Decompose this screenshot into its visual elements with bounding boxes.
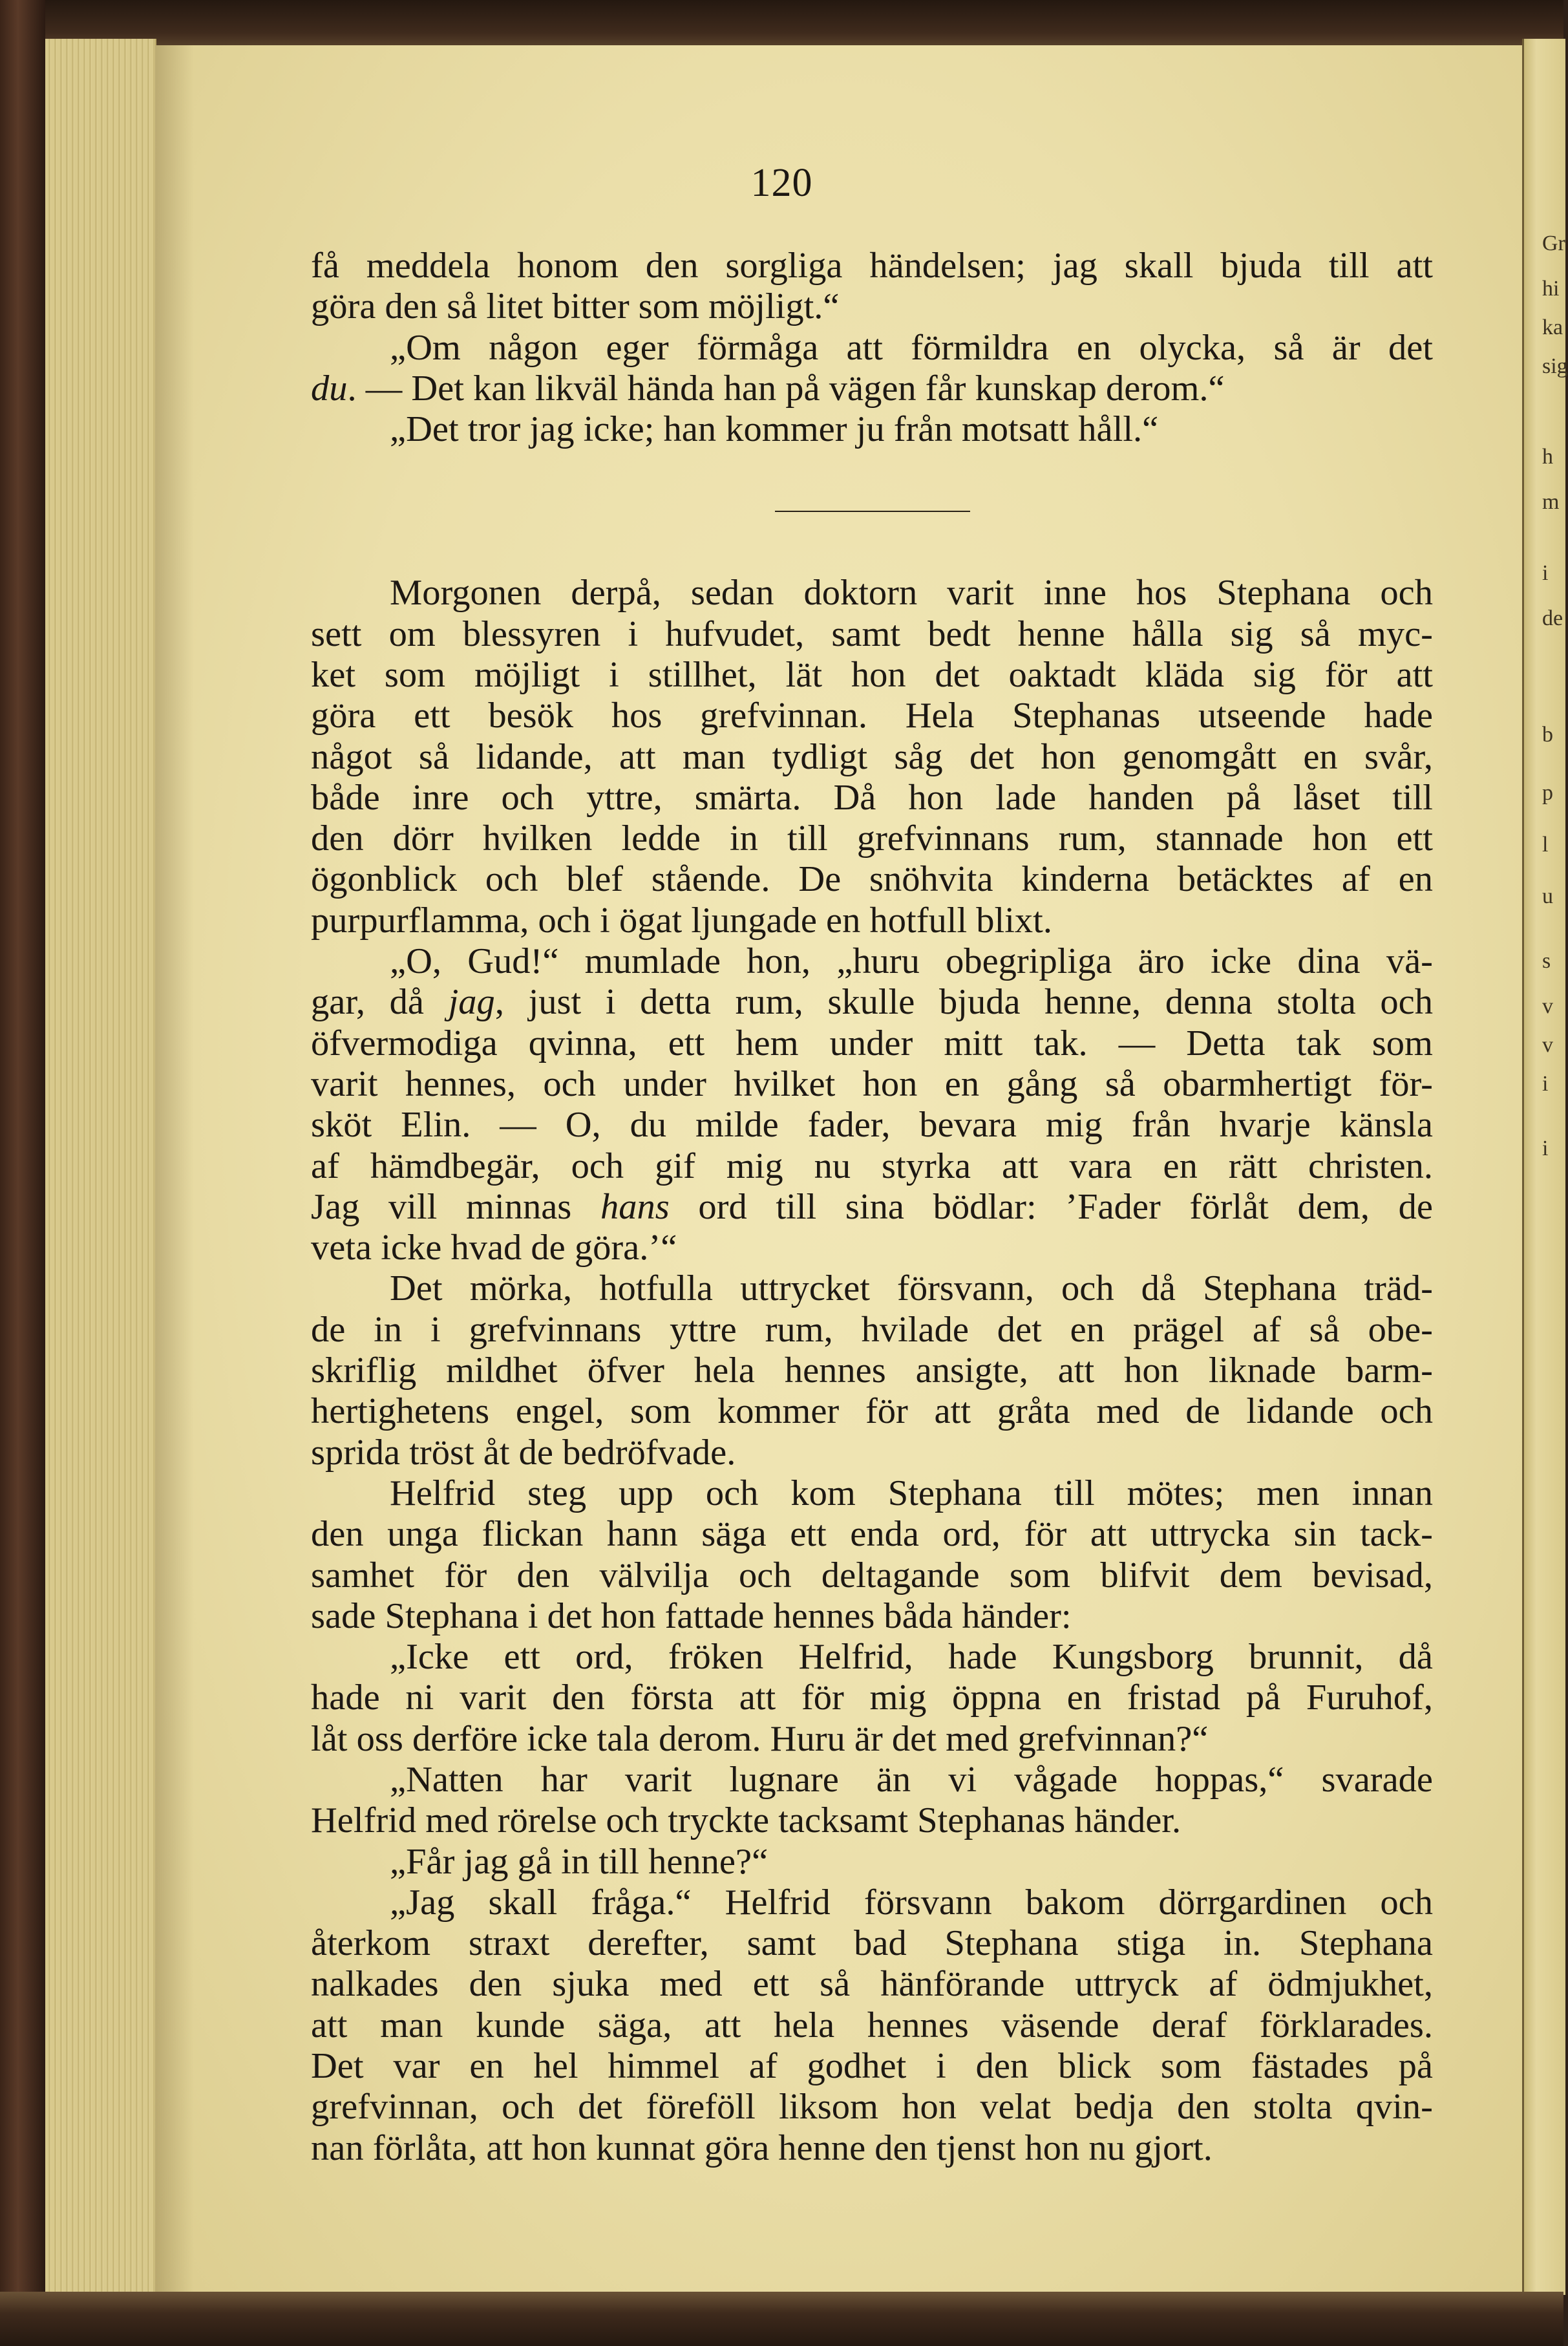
text-line [311,1187,1433,1228]
facing-page-fragment: s [1542,949,1551,973]
facing-page-fragment: l [1542,833,1549,857]
paragraph [311,1268,1433,1473]
text-line: Det var en hel himmel af godhet i den blick som fästades på [311,2046,1433,2087]
paragraph [311,1473,1433,1637]
text-line: „Icke ett ord, fröken Helfrid, hade Kungsborg brunnit, då [390,1637,1433,1678]
binding-left [0,0,45,2346]
text-line: sköt Elin. — O, du milde fader, bevara mig från hvarje känsla [311,1105,1433,1146]
facing-page-fragment: u [1542,884,1553,908]
text-line: sett om blessyren i hufvudet, samt bedt henne hålla sig så myc- [311,613,1433,654]
page-edges [45,39,156,2295]
text-line: den unga flickan hann säga ett enda ord, för att uttrycka sin tack- [311,1514,1433,1555]
paragraph [311,246,1433,328]
text-line: „Får jag gå in till henne?“ [390,1841,768,1882]
paragraph [311,941,1433,1268]
section-break [311,450,1433,573]
paragraph [311,573,1433,941]
paragraph [311,1882,1433,2169]
facing-page-fragment: v [1542,994,1553,1018]
section-rule [775,511,970,512]
italic-emphasis: hans [600,1186,670,1227]
text-line: „Natten har varit lugnare än vi vågade hoppas,“ svarade [390,1759,1433,1800]
facing-page-fragment: h [1542,445,1553,469]
text-line: få meddela honom den sorgliga händelsen; jag skall bjuda till att [311,246,1433,286]
facing-page-fragment: Gr [1542,231,1565,255]
text-line: Helfrid med rörelse och tryckte tacksamt Stephanas händer. [311,1800,1181,1841]
text-line: göra den så litet bitter som möjligt.“ [311,286,840,327]
text-line: de in i grefvinnans yttre rum, hvilade det en prägel af så obe- [311,1309,1433,1350]
text-line: „Det tror jag icke; han kommer ju från motsatt håll.“ [390,409,1159,450]
text-line: låt oss derföre icke tala derom. Huru är det med grefvinnan?“ [311,1718,1209,1759]
italic-emphasis: jag [448,982,495,1023]
text-line: Det mörka, hotfulla uttrycket försvann, och då Stephana träd- [390,1268,1433,1309]
facing-page-fragment: p [1542,781,1553,805]
text-line: varit hennes, och under hvilket hon en gång så obarmhertigt för- [311,1063,1433,1104]
text-line: grefvinnan, och det föreföll liksom hon velat bedja den stolta qvin- [311,2087,1433,2127]
binding-top [0,0,1563,47]
text-line: Morgonen derpå, sedan doktorn varit inne hos Stephana och [390,573,1433,613]
facing-page-fragment: sig [1542,354,1568,378]
facing-page-fragment: i [1542,1072,1549,1096]
text-line: sprida tröst åt de bedröfvade. [311,1432,736,1473]
text-line: ögonblick och blef stående. De snöhvita kinderna betäcktes af en [311,859,1433,900]
text-line: sade Stephana i det hon fattade hennes båda händer: [311,1595,1072,1636]
italic-emphasis: du [311,368,348,409]
text-line: Helfrid steg upp och kom Stephana till mötes; men innan [390,1473,1433,1513]
facing-page-fragment: i [1542,561,1549,585]
text-line: att man kunde säga, att hela hennes väsende deraf förklarades. [311,2005,1433,2045]
text-line: göra ett besök hos grefvinnan. Hela Stephanas utseende hade [311,696,1433,736]
text-segment: Jag vill minnas [311,1186,600,1227]
paragraph [311,1760,1433,1842]
text-segment: . — Det kan likväl hända han på vägen får kunskap derom.“ [347,368,1225,409]
page-number: 120 [750,161,813,205]
text-line: purpurflamma, och i ögat ljungade en hotfull blixt. [311,900,1052,941]
text-line: något så lidande, att man tydligt såg det hon genomgått en svår, [311,736,1433,777]
text-line: hertighetens engel, som kommer för att gråta med de lidande och [311,1391,1433,1432]
text-line [311,982,1433,1023]
paragraph [311,1637,1433,1760]
text-line: „Om någon eger förmåga att förmildra en olycka, så är det [390,327,1433,368]
body-text [311,246,1433,2169]
text-line: den dörr hvilken ledde in till grefvinnans rum, stannade hon ett [311,818,1433,859]
text-line: af hämdbegär, och gif mig nu styrka att vara en rätt christen. [311,1146,1433,1186]
facing-page-fragment: ka [1542,315,1563,339]
text-line: både inre och yttre, smärta. Då hon lade handen på låset till [311,777,1433,818]
text-line: nalkades den sjuka med ett så hänförande uttryck af ödmjukhet, [311,1964,1433,2005]
facing-page-fragment: hi [1542,277,1560,301]
text-line: öfvermodiga qvinna, ett hem under mitt tak. — Detta tak som [311,1023,1433,1063]
text-segment: gar, då [311,982,449,1023]
text-segment: , just i detta rum, skulle bjuda henne, denna stolta och [494,982,1433,1023]
text-line: samhet för den välvilja och deltagande som blifvit dem bevisad, [311,1555,1433,1595]
text-line: skriflig mildhet öfver hela hennes ansigte, att hon liknade barm- [311,1350,1433,1391]
paragraph [311,1842,1433,1882]
text-line: nan förlåta, att hon kunnat göra henne den tjenst hon nu gjort. [311,2127,1213,2168]
paragraph [311,409,1433,450]
text-segment: ord till sina bödlar: ’Fader förlåt dem, de [669,1186,1433,1227]
text-line: ket som möjligt i stillhet, lät hon det oaktadt kläda sig för att [311,654,1433,695]
text-line [311,368,1433,409]
text-line: „Jag skall fråga.“ Helfrid försvann bakom dörrgardinen och [390,1882,1433,1923]
facing-page-fragment: i [1542,1136,1549,1160]
paragraph [311,328,1433,410]
facing-page-fragment: de [1542,606,1563,630]
facing-page-fragment: b [1542,723,1553,747]
facing-page-fragment: m [1542,490,1560,514]
text-line: veta icke hvad de göra.’“ [311,1228,677,1268]
text-line: hade ni varit den första att för mig öppna en fristad på Furuhof, [311,1678,1433,1718]
facing-page-fragment: v [1542,1033,1553,1057]
gutter-shadow [155,45,194,2292]
binding-bottom [0,2292,1563,2346]
text-line: återkom straxt derefter, samt bad Stephana stiga in. Stephana [311,1923,1433,1964]
text-line: „O, Gud!“ mumlade hon, „huru obegripliga äro icke dina vä- [390,941,1433,982]
